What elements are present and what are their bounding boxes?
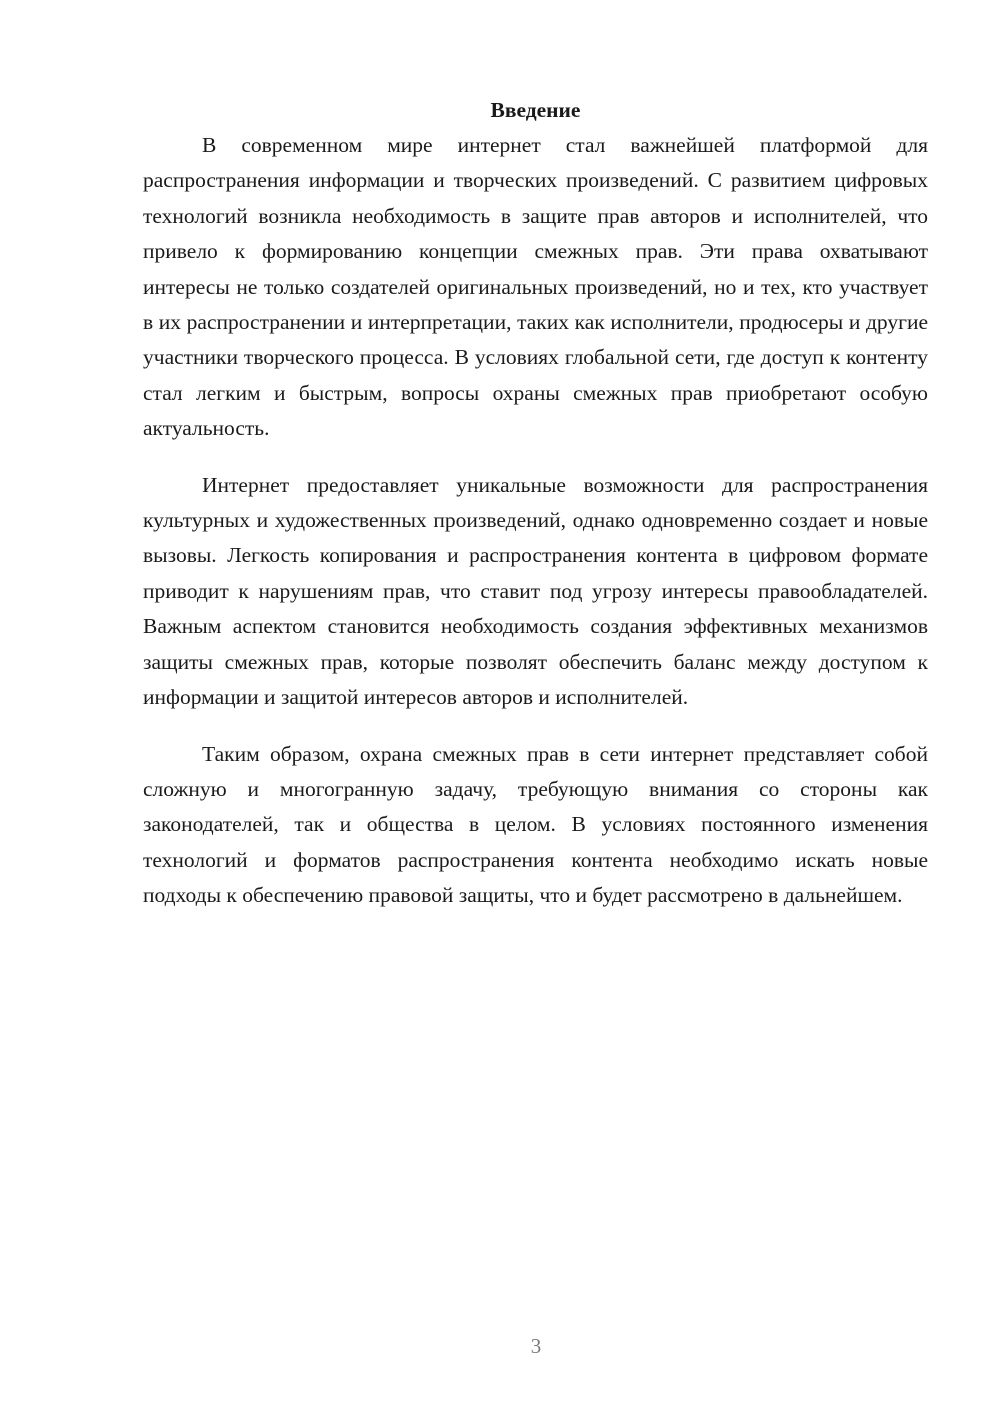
section-title: Введение	[490, 98, 581, 122]
page-content	[143, 93, 928, 914]
paragraph-2: Интернет предоставляет уникальные возможности для распространения культурных и художественных произведений, однако одновременно создает и новые вызовы. Легкость копирования и распространения контента в цифровом формате приводит к нарушениям прав, что ставит под угрозу интересы правообладателей. Важным аспектом становится необходимость создания эффективных механизмов защиты смежных прав, которые позволят обеспечить баланс между доступом к информации и защитой интересов авторов и исполнителей.	[143, 472, 928, 710]
page-number: 3	[530, 1334, 542, 1358]
paragraph-1: В современном мире интернет стал важнейшей платформой для распространения информации и творческих произведений. С развитием цифровых технологий возникла необходимость в защите прав авторов и исполнителей, что привело к формированию концепции смежных прав. Эти права охватывают интересы не только создателей оригинальных произведений, но и тех, кто участвует в их распространении и интерпретации, таких как исполнители, продюсеры и другие участники творческого процесса. В условиях глобальной сети, где доступ к контенту стал легким и быстрым, вопросы охраны смежных прав приобретают особую актуальность.	[143, 133, 928, 441]
paragraph-3: Таким образом, охрана смежных прав в сети интернет представляет собой сложную и многогранную задачу, требующую внимания со стороны как законодателей, так и общества в целом. В условиях постоянного изменения технологий и форматов распространения контента необходимо искать новые подходы к обеспечению правовой защиты, что и будет рассмотрено в дальнейшем.	[143, 741, 928, 908]
